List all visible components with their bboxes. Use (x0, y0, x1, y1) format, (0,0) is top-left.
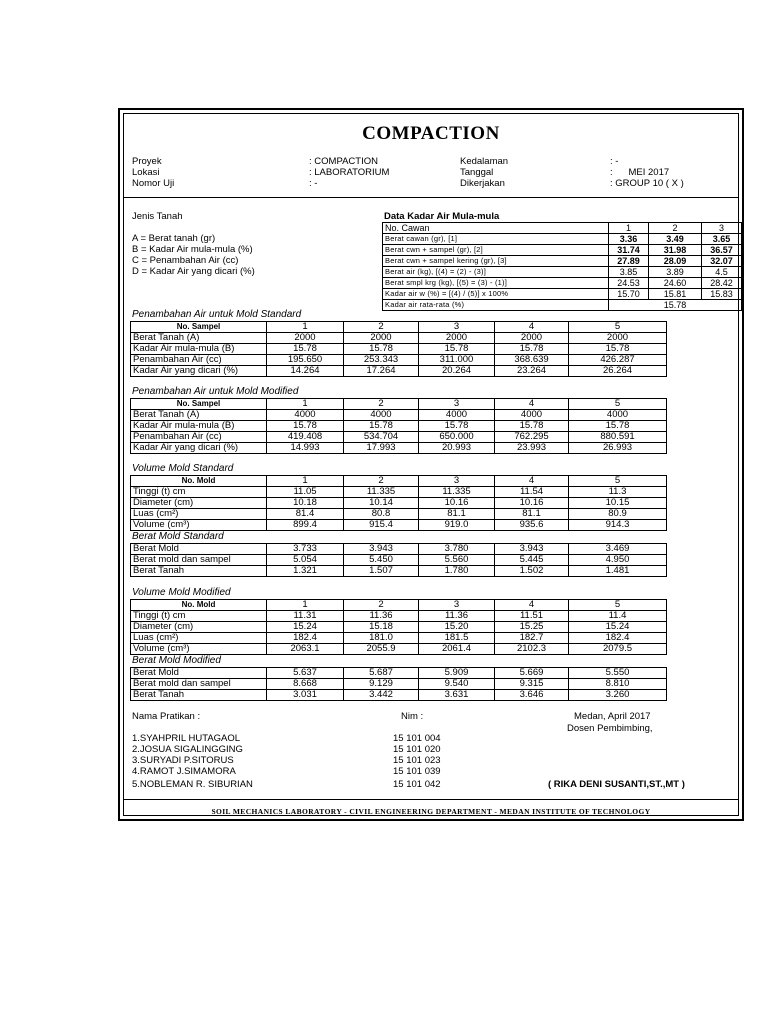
table-cell: 3.260 (569, 690, 667, 701)
table-cell: 935.6 (495, 520, 569, 531)
table-row-label: Kadar Air mula-mula (B) (131, 421, 267, 432)
legend-item-b: B = Kadar Air mula-mula (%) (132, 244, 253, 255)
header-divider (123, 197, 739, 198)
table-row (131, 566, 667, 577)
table-header-cell: 4 (495, 600, 569, 611)
student-name: 1.SYAHPRIL HUTAGAOL (132, 733, 241, 744)
kadar-air-cell: 3.36 (609, 234, 649, 245)
table-cell: 5.054 (267, 555, 344, 566)
table-cell: 650.000 (419, 432, 495, 443)
table-cell: 915.4 (344, 520, 419, 531)
table-cell: 2102.3 (495, 644, 569, 655)
table-cell: 5.550 (569, 668, 667, 679)
table-row-label: Volume (cm³) (131, 644, 267, 655)
kadar-air-cell: 28.09 (649, 256, 702, 267)
table-cell: 534.704 (344, 432, 419, 443)
table-cell: 15.25 (495, 622, 569, 633)
table-cell: 3.733 (267, 544, 344, 555)
table-header-cell: 3 (419, 399, 495, 410)
table-cell: 11.36 (344, 611, 419, 622)
table-cell: 1.481 (569, 566, 667, 577)
table-row (131, 544, 667, 555)
kadar-air-cell: 3.65 (702, 234, 742, 245)
lecturer-name: ( RIKA DENI SUSANTI,ST.,MT ) (548, 779, 685, 790)
table-cell: 23.993 (495, 443, 569, 454)
table-cell: 2063.1 (267, 644, 344, 655)
table-row (131, 622, 667, 633)
table-row-label: Berat Tanah (A) (131, 333, 267, 344)
student-name: 3.SURYADI P.SITORUS (132, 755, 234, 766)
kadar-air-cell: 3 (702, 223, 742, 234)
place-date: Medan, April 2017 (574, 711, 651, 722)
kadar-air-cell: 4.5 (702, 267, 742, 278)
table-cell: 368.639 (495, 355, 569, 366)
table-header-row (131, 600, 667, 611)
table-row (131, 520, 667, 531)
table-cell: 8.668 (267, 679, 344, 690)
header-label-nomor-uji: Nomor Uji (132, 178, 175, 189)
kadar-air-row (383, 256, 742, 267)
table-header-row (131, 399, 667, 410)
table-cell: 1.321 (267, 566, 344, 577)
table-cell: 914.3 (569, 520, 667, 531)
berat-standard-title: Berat Mold Standard (132, 531, 224, 542)
volume-modified-table (130, 599, 667, 655)
kadar-air-cell: 15.81 (649, 289, 702, 300)
table-cell: 5.445 (495, 555, 569, 566)
student-nim: 15 101 020 (393, 744, 441, 755)
table-cell: 10.16 (419, 498, 495, 509)
header-value-nomor-uji: : - (309, 178, 318, 189)
table-row (131, 333, 667, 344)
table-header-cell: 4 (495, 476, 569, 487)
table-cell: 311.000 (419, 355, 495, 366)
table-row-label: Berat Tanah (A) (131, 410, 267, 421)
kadar-air-label: No. Cawan (383, 223, 609, 234)
footer-divider (123, 799, 739, 800)
legend-item-c: C = Penambahan Air (cc) (132, 255, 239, 266)
table-row-label: Berat mold dan sampel (131, 679, 267, 690)
header-value-tanggal: : MEI 2017 (610, 167, 670, 178)
volume-modified-title: Volume Mold Modified (132, 587, 231, 598)
table-row-label: Luas (cm²) (131, 633, 267, 644)
kadar-air-title: Data Kadar Air Mula-mula (384, 211, 500, 222)
table-cell: 15.78 (267, 421, 344, 432)
table-row (131, 555, 667, 566)
table-cell: 8.810 (569, 679, 667, 690)
table-cell: 14.264 (267, 366, 344, 377)
table-cell: 2000 (344, 333, 419, 344)
table-cell: 4000 (495, 410, 569, 421)
table-header-cell: 1 (267, 476, 344, 487)
table-cell: 4000 (569, 410, 667, 421)
kadar-air-row-average (383, 300, 742, 311)
table-cell: 9.315 (495, 679, 569, 690)
kadar-air-row (383, 278, 742, 289)
berat-modified-title: Berat Mold Modified (132, 655, 221, 666)
kadar-air-label: Berat air (kg), [(4) = (2) - (3)] (383, 267, 609, 278)
table-header-cell: 3 (419, 476, 495, 487)
table-header-cell: 3 (419, 322, 495, 333)
table-cell: 762.295 (495, 432, 569, 443)
table-row-label: Berat Mold (131, 668, 267, 679)
table-cell: 17.264 (344, 366, 419, 377)
kadar-air-average-label: Kadar air rata-rata (%) (383, 300, 609, 311)
kadar-air-cell: 3.85 (609, 267, 649, 278)
table-row (131, 421, 667, 432)
table-cell: 2000 (419, 333, 495, 344)
table-cell: 9.129 (344, 679, 419, 690)
table-cell: 11.54 (495, 487, 569, 498)
table-header-cell: 5 (569, 600, 667, 611)
berat-standard-table (130, 543, 667, 577)
table-cell: 3.646 (495, 690, 569, 701)
table-cell: 2000 (495, 333, 569, 344)
kadar-air-label: Berat smpl krg (kg), [(5) = (3) - (1)] (383, 278, 609, 289)
table-cell: 11.31 (267, 611, 344, 622)
table-cell: 4.950 (569, 555, 667, 566)
table-cell: 5.450 (344, 555, 419, 566)
table-header-cell: 1 (267, 322, 344, 333)
table-cell: 5.909 (419, 668, 495, 679)
mold-modified-title: Penambahan Air untuk Mold Modified (132, 386, 299, 397)
table-cell: 11.3 (569, 487, 667, 498)
table-cell: 26.993 (569, 443, 667, 454)
kadar-air-row (383, 289, 742, 300)
table-cell: 3.442 (344, 690, 419, 701)
table-cell: 20.993 (419, 443, 495, 454)
table-header-row (131, 322, 667, 333)
table-cell: 15.78 (419, 344, 495, 355)
table-cell: 1.502 (495, 566, 569, 577)
table-cell: 182.4 (267, 633, 344, 644)
table-header-cell: No. Sampel (131, 322, 267, 333)
table-cell: 15.78 (344, 421, 419, 432)
table-row-label: Volume (cm³) (131, 520, 267, 531)
table-header-cell: 2 (344, 476, 419, 487)
table-row-label: Tinggi (t) cm (131, 487, 267, 498)
table-cell: 15.24 (267, 622, 344, 633)
table-row-label: Penambahan Air (cc) (131, 432, 267, 443)
table-cell: 3.469 (569, 544, 667, 555)
table-header-cell: 2 (344, 322, 419, 333)
table-cell: 1.780 (419, 566, 495, 577)
table-cell: 2079.5 (569, 644, 667, 655)
table-cell: 80.9 (569, 509, 667, 520)
table-cell: 80.8 (344, 509, 419, 520)
table-cell: 919.0 (419, 520, 495, 531)
table-header-cell: 4 (495, 399, 569, 410)
table-cell: 5.669 (495, 668, 569, 679)
kadar-air-cell: 1 (609, 223, 649, 234)
header-label-tanggal: Tanggal (460, 167, 494, 178)
table-cell: 9.540 (419, 679, 495, 690)
table-cell: 2000 (569, 333, 667, 344)
volume-standard-table (130, 475, 667, 531)
table-cell: 23.264 (495, 366, 569, 377)
table-cell: 11.51 (495, 611, 569, 622)
table-row (131, 509, 667, 520)
table-row (131, 644, 667, 655)
header-label-lokasi: Lokasi (132, 167, 160, 178)
table-row-label: Luas (cm²) (131, 509, 267, 520)
nama-pratikan-label: Nama Pratikan : (132, 711, 201, 722)
kadar-air-cell: 24.53 (609, 278, 649, 289)
table-cell: 3.943 (495, 544, 569, 555)
header-label-kedalaman: Kedalaman (460, 156, 509, 167)
table-row (131, 487, 667, 498)
table-cell: 15.78 (495, 421, 569, 432)
table-row-label: Kadar Air mula-mula (B) (131, 344, 267, 355)
table-cell: 4000 (344, 410, 419, 421)
header-value-proyek: : COMPACTION (309, 156, 378, 167)
lecturer-role: Dosen Pembimbing, (567, 723, 653, 734)
table-row (131, 344, 667, 355)
table-cell: 182.7 (495, 633, 569, 644)
table-row (131, 668, 667, 679)
nim-label: Nim : (401, 711, 424, 722)
table-row (131, 366, 667, 377)
kadar-air-label: Kadar air w (%) = [(4) / (5)] x 100% (383, 289, 609, 300)
table-cell: 15.78 (569, 344, 667, 355)
legend-item-a: A = Berat tanah (gr) (132, 233, 216, 244)
kadar-air-cell: 3.89 (649, 267, 702, 278)
mold-standard-title: Penambahan Air untuk Mold Standard (132, 309, 302, 320)
table-cell: 26.264 (569, 366, 667, 377)
table-header-cell: 4 (495, 322, 569, 333)
table-header-cell: No. Mold (131, 600, 267, 611)
kadar-air-cell: 15.70 (609, 289, 649, 300)
table-cell: 5.637 (267, 668, 344, 679)
table-cell: 5.687 (344, 668, 419, 679)
table-cell: 15.78 (569, 421, 667, 432)
table-header-cell: 5 (569, 322, 667, 333)
header-value-lokasi: : LABORATORIUM (309, 167, 390, 178)
table-cell: 3.780 (419, 544, 495, 555)
kadar-air-average-value: 15.78 (609, 300, 742, 311)
table-cell: 81.4 (267, 509, 344, 520)
table-row (131, 498, 667, 509)
table-cell: 1.507 (344, 566, 419, 577)
table-cell: 11.05 (267, 487, 344, 498)
table-row (131, 355, 667, 366)
table-header-row (131, 476, 667, 487)
table-row (131, 633, 667, 644)
student-name: 5.NOBLEMAN R. SIBURIAN (132, 779, 253, 790)
kadar-air-cell: 31.98 (649, 245, 702, 256)
table-row (131, 432, 667, 443)
table-cell: 11.36 (419, 611, 495, 622)
volume-standard-title: Volume Mold Standard (132, 463, 234, 474)
table-cell: 15.78 (267, 344, 344, 355)
kadar-air-cell: 36.57 (702, 245, 742, 256)
table-row-label: Tinggi (t) cm (131, 611, 267, 622)
table-cell: 4000 (419, 410, 495, 421)
table-cell: 15.78 (419, 421, 495, 432)
kadar-air-cell: 32.07 (702, 256, 742, 267)
table-cell: 20.264 (419, 366, 495, 377)
table-cell: 419.408 (267, 432, 344, 443)
table-row (131, 690, 667, 701)
table-row-label: Berat Mold (131, 544, 267, 555)
footer-text: SOIL MECHANICS LABORATORY - CIVIL ENGINEERING DEPARTMENT - MEDAN INSTITUTE OF TECHNOLOGY (211, 807, 651, 816)
table-cell: 899.4 (267, 520, 344, 531)
table-cell: 2000 (267, 333, 344, 344)
header-label-proyek: Proyek (132, 156, 162, 167)
table-row-label: Berat Tanah (131, 566, 267, 577)
table-row (131, 410, 667, 421)
kadar-air-cell: 28.42 (702, 278, 742, 289)
document-page (118, 108, 744, 821)
table-header-cell: 2 (344, 600, 419, 611)
legend-item-d: D = Kadar Air yang dicari (%) (132, 266, 255, 277)
table-row-label: Diameter (cm) (131, 498, 267, 509)
header-label-dikerjakan: Dikerjakan (460, 178, 505, 189)
student-nim: 15 101 004 (393, 733, 441, 744)
kadar-air-cell: 24.60 (649, 278, 702, 289)
table-cell: 10.15 (569, 498, 667, 509)
table-header-cell: 1 (267, 600, 344, 611)
table-header-cell: No. Mold (131, 476, 267, 487)
table-row (131, 679, 667, 690)
kadar-air-row-cawan (383, 223, 742, 234)
table-row-label: Kadar Air yang dicari (%) (131, 366, 267, 377)
table-cell: 3.943 (344, 544, 419, 555)
table-row-label: Berat Tanah (131, 690, 267, 701)
table-header-cell: 2 (344, 399, 419, 410)
student-name: 2.JOSUA SIGALINGGING (132, 744, 243, 755)
kadar-air-row (383, 245, 742, 256)
kadar-air-label: Berat cawan (gr), [1] (383, 234, 609, 245)
kadar-air-cell: 15.83 (702, 289, 742, 300)
table-row-label: Diameter (cm) (131, 622, 267, 633)
table-row-label: Kadar Air yang dicari (%) (131, 443, 267, 454)
table-cell: 880.591 (569, 432, 667, 443)
table-header-cell: 5 (569, 476, 667, 487)
table-cell: 81.1 (495, 509, 569, 520)
table-cell: 3.031 (267, 690, 344, 701)
table-cell: 2055.9 (344, 644, 419, 655)
table-cell: 10.18 (267, 498, 344, 509)
kadar-air-cell: 27.89 (609, 256, 649, 267)
student-name: 4.RAMOT J.SIMAMORA (132, 766, 236, 777)
table-cell: 3.631 (419, 690, 495, 701)
table-cell: 15.78 (344, 344, 419, 355)
table-cell: 181.5 (419, 633, 495, 644)
table-cell: 17.993 (344, 443, 419, 454)
kadar-air-row (383, 267, 742, 278)
mold-modified-table (130, 398, 667, 454)
table-cell: 15.20 (419, 622, 495, 633)
table-cell: 10.14 (344, 498, 419, 509)
document-title: COMPACTION (362, 123, 500, 144)
table-cell: 15.78 (495, 344, 569, 355)
mold-standard-table (130, 321, 667, 377)
table-row (131, 611, 667, 622)
table-cell: 11.335 (419, 487, 495, 498)
kadar-air-label: Berat cwn + sampel (gr), [2] (383, 245, 609, 256)
header-value-dikerjakan: : GROUP 10 ( X ) (610, 178, 684, 189)
table-cell: 2061.4 (419, 644, 495, 655)
table-row (131, 443, 667, 454)
kadar-air-cell: 31.74 (609, 245, 649, 256)
kadar-air-table (382, 222, 742, 311)
kadar-air-cell: 3.49 (649, 234, 702, 245)
table-row-label: Penambahan Air (cc) (131, 355, 267, 366)
legend-title: Jenis Tanah (132, 211, 183, 222)
table-header-cell: No. Sampel (131, 399, 267, 410)
berat-modified-table (130, 667, 667, 701)
table-cell: 5.560 (419, 555, 495, 566)
table-cell: 15.24 (569, 622, 667, 633)
table-header-cell: 1 (267, 399, 344, 410)
header-value-kedalaman: : - (610, 156, 619, 167)
table-cell: 182.4 (569, 633, 667, 644)
table-cell: 253.343 (344, 355, 419, 366)
table-header-cell: 3 (419, 600, 495, 611)
table-cell: 11.335 (344, 487, 419, 498)
kadar-air-row (383, 234, 742, 245)
table-cell: 181.0 (344, 633, 419, 644)
student-nim: 15 101 023 (393, 755, 441, 766)
table-cell: 14.993 (267, 443, 344, 454)
table-cell: 15.18 (344, 622, 419, 633)
table-header-cell: 5 (569, 399, 667, 410)
table-cell: 81.1 (419, 509, 495, 520)
table-cell: 4000 (267, 410, 344, 421)
student-nim: 15 101 042 (393, 779, 441, 790)
table-cell: 10.16 (495, 498, 569, 509)
table-cell: 11.4 (569, 611, 667, 622)
kadar-air-cell: 2 (649, 223, 702, 234)
student-nim: 15 101 039 (393, 766, 441, 777)
kadar-air-label: Berat cwn + sampel kering (gr), [3] (383, 256, 609, 267)
table-cell: 195.650 (267, 355, 344, 366)
table-row-label: Berat mold dan sampel (131, 555, 267, 566)
table-cell: 426.287 (569, 355, 667, 366)
